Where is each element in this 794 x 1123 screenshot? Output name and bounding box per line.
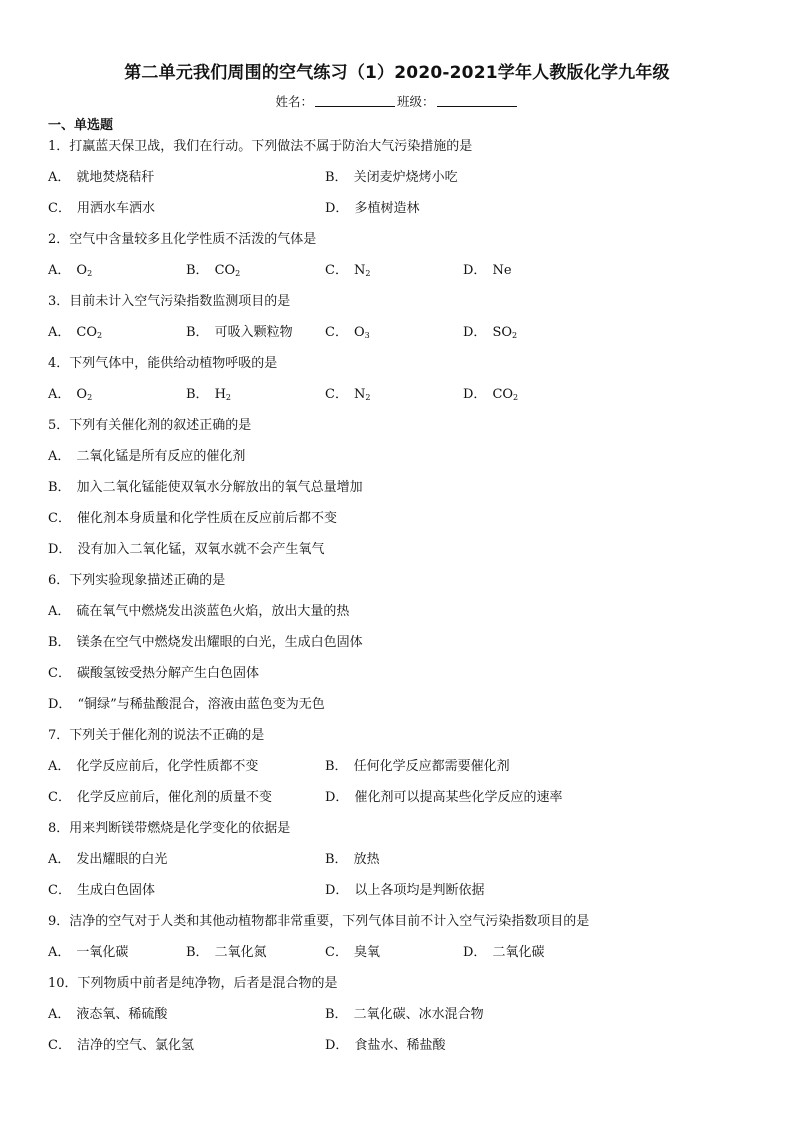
option-d[interactable] (325, 1036, 445, 1056)
option-text: 镁条在空气中燃烧发出耀眼的白光，生成白色固体 (76, 635, 363, 650)
option-label: C． (325, 325, 348, 340)
question-number: 4． (48, 356, 70, 371)
option-row (48, 478, 748, 509)
option-row (48, 602, 748, 633)
option-label: D． (48, 542, 72, 557)
option-c[interactable] (48, 664, 259, 684)
question-number: 8． (48, 821, 70, 836)
option-c[interactable] (48, 881, 155, 901)
option-label: D． (463, 387, 487, 402)
option-d[interactable] (325, 881, 484, 901)
option-row (48, 199, 748, 230)
option-d[interactable] (325, 788, 562, 808)
option-row (48, 540, 748, 571)
option-c[interactable] (48, 509, 337, 529)
option-text: 任何化学反应都需要催化剂 (353, 759, 510, 774)
option-label: B． (186, 263, 209, 278)
option-label: B． (48, 480, 71, 495)
option-row (48, 509, 748, 540)
option-a[interactable] (48, 261, 92, 281)
option-text: CO (76, 325, 97, 340)
option-b[interactable] (325, 757, 510, 777)
option-row (48, 1036, 748, 1067)
option-text: 二氧化锰是所有反应的催化剂 (76, 449, 246, 464)
option-text: 生成白色固体 (76, 883, 155, 898)
question-number: 10． (48, 976, 78, 991)
name-blank[interactable] (315, 94, 395, 107)
option-row (48, 1005, 748, 1036)
option-label: C． (48, 666, 71, 681)
option-text: 催化剂本身质量和化学性质在反应前后都不变 (76, 511, 337, 526)
question-text: 空气中含量较多且化学性质不活泼的气体是 (69, 232, 317, 247)
option-label: D． (325, 790, 349, 805)
option-b[interactable] (325, 1005, 484, 1025)
option-d[interactable] (463, 261, 512, 281)
option-label: A． (48, 852, 71, 867)
subscript: 2 (87, 393, 93, 402)
option-text: Ne (492, 263, 512, 278)
option-row (48, 943, 748, 974)
question-stem (48, 292, 748, 323)
question-number: 9． (48, 914, 70, 929)
student-info-line (0, 92, 794, 110)
option-row (48, 664, 748, 695)
option-b[interactable] (325, 850, 380, 870)
option-text: SO (492, 325, 513, 340)
question-stem (48, 137, 748, 168)
option-label: A． (48, 945, 71, 960)
option-label: B． (325, 170, 348, 185)
option-text: 催化剂可以提高某些化学反应的速率 (354, 790, 563, 805)
option-label: A． (48, 263, 71, 278)
name-label: 姓名： (275, 94, 313, 109)
question-item (48, 571, 748, 726)
option-a[interactable] (48, 602, 349, 622)
option-text: 二氧化氮 (214, 945, 267, 960)
subscript: 2 (225, 393, 231, 402)
option-text: 化学反应前后，化学性质都不变 (76, 759, 259, 774)
question-item (48, 974, 748, 1067)
class-label: 班级： (397, 94, 435, 109)
option-label: D． (325, 1038, 349, 1053)
option-text: CO (492, 387, 514, 402)
class-blank[interactable] (437, 94, 517, 107)
question-item (48, 137, 748, 230)
option-row (48, 168, 748, 199)
option-label: A． (48, 1007, 71, 1022)
option-text: 加入二氧化锰能使双氧水分解放出的氧气总量增加 (76, 480, 363, 495)
option-text: 放热 (353, 852, 380, 867)
subscript: 2 (235, 269, 241, 278)
option-label: A． (48, 387, 71, 402)
option-text: H (214, 387, 226, 402)
option-c[interactable] (325, 385, 370, 405)
subscript: 2 (87, 269, 93, 278)
subscript: 2 (97, 331, 103, 340)
option-label: C． (325, 387, 348, 402)
question-number: 6． (48, 573, 70, 588)
question-number: 3． (48, 294, 70, 309)
option-b[interactable] (325, 168, 458, 188)
option-b[interactable] (48, 478, 363, 498)
option-label: C． (48, 201, 71, 216)
option-label: C． (48, 1038, 71, 1053)
option-text: O (76, 263, 88, 278)
document-title: 第二单元我们周围的空气练习（1）2020-2021学年人教版化学九年级 (124, 63, 670, 83)
option-text: 以上各项均是判断依据 (354, 883, 485, 898)
question-number: 1． (48, 139, 70, 154)
option-b[interactable] (186, 385, 231, 405)
option-label: B． (186, 387, 209, 402)
option-text: 没有加入二氧化锰，双氧水就不会产生氧气 (77, 542, 325, 557)
section-title: 一、单选题 (48, 118, 114, 133)
option-text: 硫在氧气中燃烧发出淡蓝色火焰，放出大量的热 (76, 604, 350, 619)
option-c[interactable] (48, 1036, 194, 1056)
option-text: 化学反应前后，催化剂的质量不变 (76, 790, 272, 805)
option-b[interactable] (186, 943, 267, 963)
option-label: B． (325, 852, 348, 867)
question-number: 7． (48, 728, 70, 743)
option-text: 多植树造林 (354, 201, 420, 216)
question-text: 下列物质中前者是纯净物，后者是混合物的是 (77, 976, 338, 991)
question-item (48, 354, 748, 416)
question-item (48, 912, 748, 974)
option-label: A． (48, 170, 71, 185)
option-label: D． (325, 883, 349, 898)
option-a[interactable] (48, 757, 258, 777)
question-item (48, 416, 748, 571)
question-number: 5． (48, 418, 70, 433)
option-label: C． (48, 790, 71, 805)
option-label: A． (48, 604, 71, 619)
option-label: B． (186, 945, 209, 960)
option-text: N (353, 263, 366, 278)
option-text: 发出耀眼的白光 (76, 852, 168, 867)
option-label: B． (325, 1007, 348, 1022)
option-text: 就地焚烧秸秆 (76, 170, 155, 185)
option-text: 一氧化碳 (76, 945, 129, 960)
option-c[interactable] (325, 323, 370, 343)
option-a[interactable] (48, 168, 154, 188)
option-row (48, 757, 748, 788)
option-row (48, 695, 748, 726)
option-c[interactable] (325, 943, 380, 963)
question-text: 下列气体中，能供给动植物呼吸的是 (69, 356, 278, 371)
question-item (48, 726, 748, 819)
question-text: 下列关于催化剂的说法不正确的是 (69, 728, 265, 743)
question-text: 下列实验现象描述正确的是 (69, 573, 226, 588)
option-row (48, 447, 748, 478)
option-a[interactable] (48, 447, 245, 467)
option-d[interactable] (463, 385, 518, 405)
option-a[interactable] (48, 850, 167, 870)
option-label: D． (48, 697, 72, 712)
option-text: 碳酸氢铵受热分解产生白色固体 (76, 666, 259, 681)
question-stem (48, 974, 748, 1005)
option-label: C． (48, 511, 71, 526)
option-row (48, 850, 748, 881)
option-text: CO (214, 263, 236, 278)
option-text: 二氧化碳、冰水混合物 (353, 1007, 484, 1022)
option-c[interactable] (325, 261, 370, 281)
option-a[interactable] (48, 323, 102, 343)
option-a[interactable] (48, 385, 92, 405)
subscript: 2 (512, 331, 518, 340)
subscript: 2 (365, 393, 371, 402)
question-stem (48, 571, 748, 602)
option-label: D． (463, 945, 487, 960)
option-d[interactable] (463, 323, 517, 343)
question-stem (48, 354, 748, 385)
option-text: “铜绿”与稀盐酸混合，溶液由蓝色变为无色 (77, 697, 325, 712)
option-row (48, 261, 748, 292)
option-d[interactable] (48, 695, 325, 715)
option-text: 关闭麦炉烧烤小吃 (353, 170, 458, 185)
option-text: O (353, 325, 365, 340)
option-d[interactable] (48, 540, 324, 560)
option-row (48, 788, 748, 819)
question-stem (48, 819, 748, 850)
option-text: N (353, 387, 366, 402)
question-item (48, 819, 748, 912)
option-d[interactable] (463, 943, 544, 963)
option-row (48, 385, 748, 416)
option-text: 食盐水、稀盐酸 (354, 1038, 446, 1053)
option-label: C． (325, 263, 348, 278)
question-item (48, 292, 748, 354)
option-b[interactable] (186, 323, 293, 343)
option-text: 洁净的空气、氯化氢 (76, 1038, 194, 1053)
option-text: 二氧化碳 (492, 945, 545, 960)
option-c[interactable] (48, 788, 272, 808)
option-b[interactable] (186, 261, 240, 281)
option-a[interactable] (48, 1005, 167, 1025)
question-text: 打赢蓝天保卫战，我们在行动。下列做法不属于防治大气污染措施的是 (69, 139, 473, 154)
option-c[interactable] (48, 199, 155, 219)
option-label: C． (48, 883, 71, 898)
option-text: 用洒水车洒水 (76, 201, 155, 216)
question-stem (48, 230, 748, 261)
subscript: 3 (364, 331, 370, 340)
question-stem (48, 726, 748, 757)
option-text: O (76, 387, 88, 402)
option-label: B． (186, 325, 209, 340)
question-text: 洁净的空气对于人类和其他动植物都非常重要，下列气体目前不计入空气污染指数项目的是 (69, 914, 590, 929)
question-text: 目前未计入空气污染指数监测项目的是 (69, 294, 291, 309)
option-label: A． (48, 325, 71, 340)
question-stem (48, 912, 748, 943)
option-row (48, 633, 748, 664)
option-label: C． (325, 945, 348, 960)
option-d[interactable] (325, 199, 419, 219)
option-text: 臭氧 (353, 945, 380, 960)
option-label: B． (325, 759, 348, 774)
question-list (48, 137, 748, 1067)
subscript: 2 (513, 393, 519, 402)
option-label: D． (463, 263, 487, 278)
option-row (48, 881, 748, 912)
question-item (48, 230, 748, 292)
question-text: 用来判断镁带燃烧是化学变化的依据是 (69, 821, 291, 836)
option-label: A． (48, 759, 71, 774)
option-text: 液态氧、稀硫酸 (76, 1007, 168, 1022)
option-label: A． (48, 449, 71, 464)
option-b[interactable] (48, 633, 363, 653)
option-label: B． (48, 635, 71, 650)
question-stem (48, 416, 748, 447)
option-a[interactable] (48, 943, 128, 963)
option-row (48, 323, 748, 354)
option-label: D． (463, 325, 487, 340)
question-number: 2． (48, 232, 70, 247)
option-text: 可吸入颗粒物 (214, 325, 293, 340)
option-label: D． (325, 201, 349, 216)
subscript: 2 (365, 269, 371, 278)
question-text: 下列有关催化剂的叙述正确的是 (69, 418, 252, 433)
